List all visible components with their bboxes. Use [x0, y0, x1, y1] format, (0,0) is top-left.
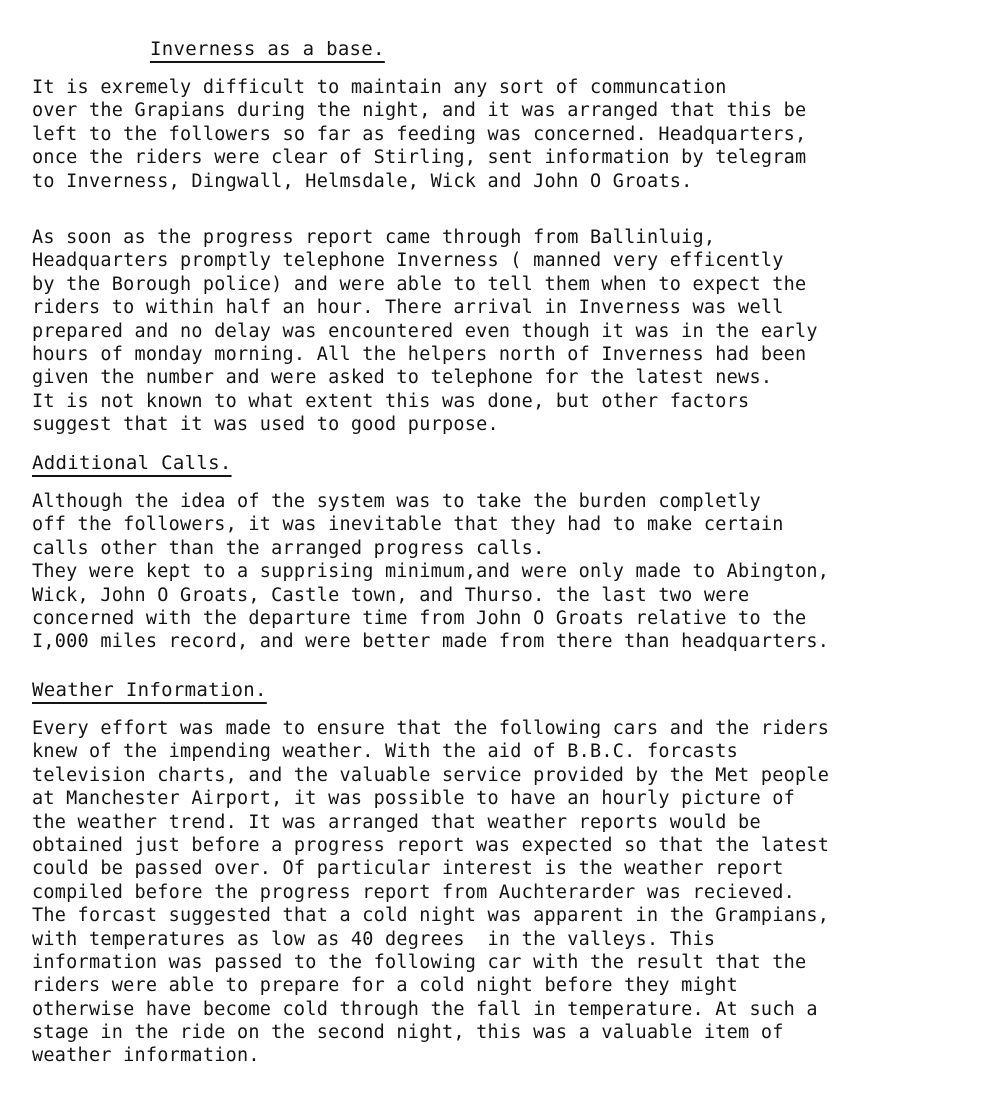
text-line: at Manchester Airport, it was possible to have an hourly picture of [32, 788, 795, 810]
text-line: It is not known to what extent this was done, but other factors [32, 390, 750, 412]
text-line: prepared and no delay was encountered even though it was in the early [32, 320, 818, 342]
text-line: concerned with the departure time from John O Groats relative to the [32, 607, 807, 629]
text-line: Wick, John O Groats, Castle town, and Thurso. the last two were [32, 584, 750, 606]
text-line: obtained just before a progress report was expected so that the latest [32, 834, 830, 856]
heading-inverness-as-a-base: Inverness as a base. [150, 38, 385, 60]
text-line: television charts, and the valuable service provided by the Met people [32, 764, 830, 786]
text-line: given the number and were asked to telephone for the latest news. [32, 367, 773, 389]
paragraph-weather [32, 717, 829, 1068]
text-line: otherwise have become cold through the fall in temperature. At such a [32, 998, 818, 1020]
text-line: riders to within half an hour. There arrival in Inverness was well [32, 297, 784, 319]
text-line: The forcast suggested that a cold night was apparent in the Grampians, [32, 905, 830, 927]
text-line: Every effort was made to ensure that the following cars and the riders [32, 718, 830, 739]
text-line: by the Borough police) and were able to tell them when to expect the [32, 273, 807, 295]
text-line: left to the followers so far as feeding was concerned. Headquarters, [32, 123, 807, 145]
text-line: Although the idea of the system was to take the burden completly [32, 491, 761, 512]
text-line: Headquarters promptly telephone Inverness ( manned very efficently [32, 250, 784, 272]
text-line: off the followers, it was inevitable that they had to make certain [32, 514, 784, 536]
text-line: could be passed over. Of particular interest is the weather report [32, 858, 784, 880]
text-line: compiled before the progress report from Auchterarder was recieved. [32, 881, 795, 903]
text-line: I,000 miles record, and were better made from there than headquarters. [32, 631, 830, 653]
text-line: with temperatures as low as 40 degrees in the valleys. This [32, 928, 716, 950]
text-line: over the Grapians during the night, and it was arranged that this be [32, 100, 807, 122]
text-line: hours of monday morning. All the helpers north of Inverness had been [32, 343, 807, 365]
text-line: the weather trend. It was arranged that weather reports would be [32, 811, 761, 833]
text-line: information was passed to the following car with the result that the [32, 951, 807, 973]
text-line: They were kept to a supprising minimum,and were only made to Abington, [32, 561, 830, 583]
text-line: weather information. [32, 1045, 260, 1067]
text-line: calls other than the arranged progress calls. [32, 537, 545, 559]
text-line: knew of the impending weather. With the aid of B.B.C. forcasts [32, 741, 739, 763]
heading-additional-calls: Additional Calls. [32, 452, 232, 474]
text-line: once the riders were clear of Stirling, sent information by telegram [32, 147, 807, 169]
text-line: It is exremely difficult to maintain any sort of communcation [32, 77, 727, 98]
text-line: As soon as the progress report came through from Ballinluig, [32, 227, 716, 248]
heading-weather-information: Weather Information. [32, 679, 267, 701]
paragraph-communication [32, 76, 806, 193]
text-line: stage in the ride on the second night, this was a valuable item of [32, 1022, 784, 1044]
paragraph-progress-report [32, 226, 818, 437]
text-line: to Inverness, Dingwall, Helmsdale, Wick and John O Groats. [32, 170, 693, 192]
text-line: riders were able to prepare for a cold night before they might [32, 975, 739, 997]
paragraph-additional-calls [32, 490, 829, 654]
text-line: suggest that it was used to good purpose. [32, 414, 499, 436]
